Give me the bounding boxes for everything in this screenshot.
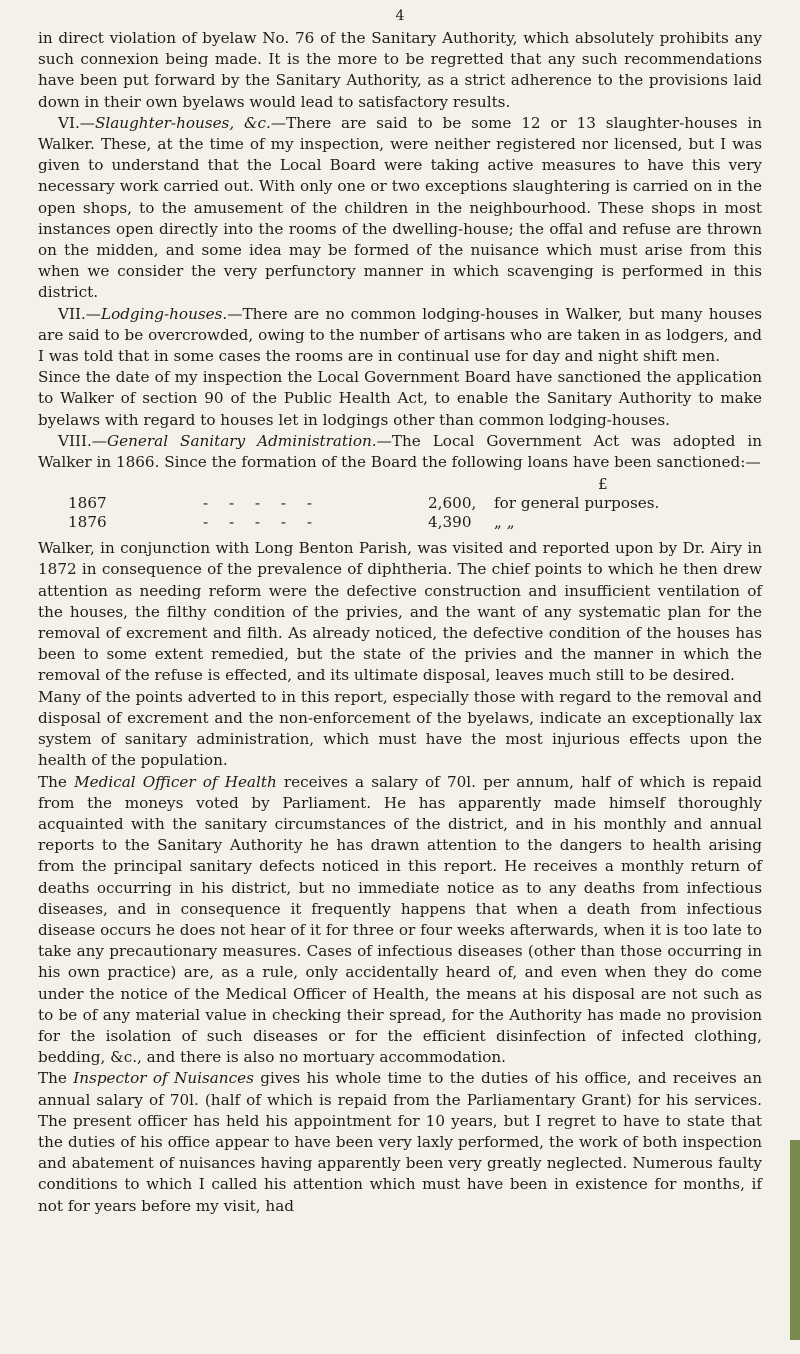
medical-officer-lead: The <box>38 772 75 791</box>
loan-purpose: for general purposes. <box>494 494 660 513</box>
loan-row <box>38 513 762 532</box>
page-number: 4 <box>395 8 405 24</box>
section-vi-paragraph <box>38 113 762 304</box>
inspector-text: gives his whole time to the duties of his office, and receives an annual salary of 70l. (half of which is repaid from the Parliamentary Grant) for his services. The present officer has held his appointment for 10 years, but I regret to have to state that the duties of his office appear to have been very laxly performed, the work of both inspection and abatement of nuisances having apparently been very greatly neglected. Numerous faulty conditions to which I called his attention which must have been in existence for months, if not for years before my visit, had <box>38 1069 762 1215</box>
section-vii-paragraph <box>38 304 762 368</box>
inspector-title: Inspector of Nuisances <box>73 1069 254 1088</box>
loan-leader: - - - - - <box>203 513 320 532</box>
administration-paragraph: Many of the points adverted to in this report, especially those with regard to the removal and disposal of excrement and the non-enforcement of the byelaws, indicate an exceptionally lax system of sanitary administration, which must have the most injurious effects upon the health of the population. <box>38 687 762 770</box>
inspector-paragraph <box>38 1068 762 1216</box>
section-vi-heading: Slaughter-houses, &c. <box>94 113 271 132</box>
loan-amount: 2,600, <box>428 494 477 513</box>
medical-officer-paragraph <box>38 772 762 1069</box>
section-vi-text: —There are said to be some 12 or 13 slaughter-houses in Walker. These, at the time of my inspection, were neither registered nor licensed, but I was given to understand that the Local Board were taking active measures to have this very necessary work carried out. With only one or two exceptions slaughtering is carried on in the open shops, to the amusement of the children in the neighbourhood. These shops in most instances open directly into the rooms of the dwelling-house; the offal and refuse are thrown on the midden, and some idea may be formed of the nuisance which must arise from this when we consider the very perfunctory manner in which scavenging is performed in this district. <box>38 113 763 302</box>
section-vii-heading: Lodging-houses. <box>100 304 228 323</box>
intro-paragraph: in direct violation of byelaw No. 76 of the Sanitary Authority, which absolutely prohibits any such connexion being made. It is the more to be regretted that any such recommendations have been put forward by the Sanitary Authority, as a strict adherence to the provisions laid down in their own byelaws would lead to satisfactory results. <box>38 29 762 111</box>
loan-row <box>38 494 762 513</box>
section-viii-heading: General Sanitary Administration. <box>106 431 377 450</box>
inspector-lead: The <box>38 1069 74 1088</box>
section-viii-number: VIII.— <box>58 431 107 450</box>
section-viii-paragraph <box>38 431 762 473</box>
section-vii-followup: Since the date of my inspection the Local Government Board have sanctioned the application to Walker of section 90 of the Public Health Act, to enable the Sanitary Authority to make byelaws with regard to houses let in lodgings other than common lodging-houses. <box>38 368 762 429</box>
loan-leader: - - - - - <box>203 494 320 513</box>
loan-purpose: „ „ <box>494 513 515 532</box>
walker-report-paragraph: Walker, in conjunction with Long Benton Parish, was visited and reported upon by Dr. Airy in 1872 in consequence of the prevalence of diphtheria. The chief points to which he then drew attention as needing reform were the defective construction and insufficient ventilation of the houses, the filthy condition of the privies, and the want of any systematic plan for the removal of excrement and filth. As already noticed, the defective condition of the houses has been to some extent remedied, but the state of the privies and the manner in which the removal of the refuse is effected, and its ultimate disposal, leaves much still to be desired. <box>38 539 762 685</box>
loan-amount: 4,390 <box>428 513 472 532</box>
section-vii-text: —There are no common lodging-houses in Walker, but many houses are said to be overcrowded, owing to the number of artisans who are taken in as lodgers, and I was told that in some cases the rooms are in continual use for day and night shift men. <box>38 304 762 366</box>
loans-table <box>38 475 762 532</box>
section-viii-text: —The Local Government Act was adopted in Walker in 1866. Since the formation of the Board the following loans have been sanctioned:— <box>38 431 762 472</box>
section-vii-number: VII.— <box>58 304 101 323</box>
loans-currency: £ <box>598 475 608 494</box>
medical-officer-title: Medical Officer of Health <box>74 772 277 791</box>
loan-year: 1867 <box>68 494 107 513</box>
loan-year: 1876 <box>68 513 107 532</box>
page-edge-stain <box>790 1140 800 1340</box>
medical-officer-text: receives a salary of 70l. per annum, half of which is repaid from the moneys voted by Parliament. He has apparently made himself thoroughly acquainted with the sanitary circumstances of the district, and in his monthly and annual reports to the Sanitary Authority he has drawn attention to the dangers to health arising from the principal sanitary defects noticed in this report. He receives a monthly return of deaths occurring in his district, but no immediate notice as to any deaths from infectious diseases, and in consequence it frequently happens that when a death from infectious disease occurs he does not hear of it for three or four weeks afterwards, when it is too late to take any precautionary measures. Cases of infectious diseases (other than those occurring in his own practice) are, as a rule, only accidentally heard of, and even when they do come under the notice of the Medical Officer of Health, the means at his disposal are not such as to be of any material value in checking their spread, for the Authority has made no provision for the isolation of such diseases or for the efficient disinfection of infected clothing, bedding, &c., and there is also no mortuary accommodation. <box>38 772 762 1067</box>
section-vi-number: VI.— <box>58 113 95 132</box>
